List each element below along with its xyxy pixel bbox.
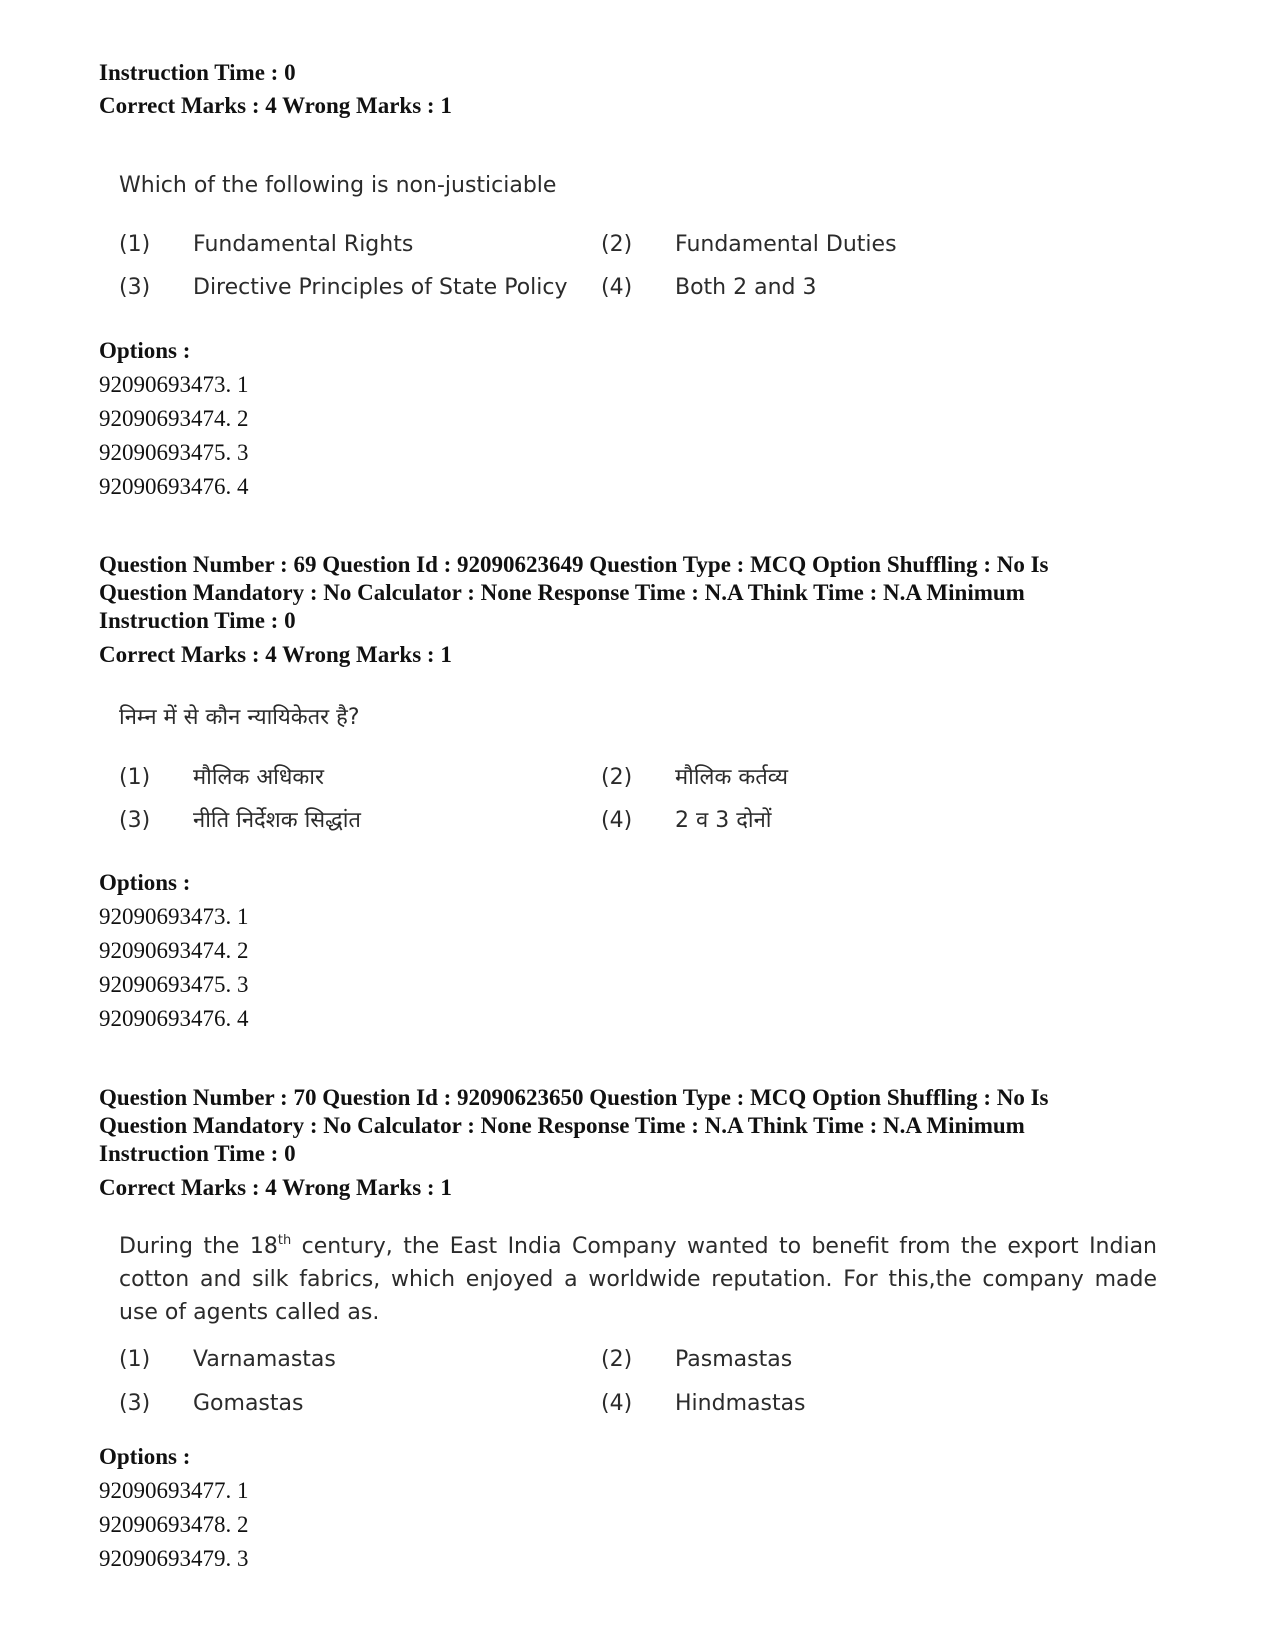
choice-number: (4)	[601, 275, 633, 300]
choice-number: (1)	[119, 765, 151, 790]
question-header-line: Question Number : 69 Question Id : 92090623649 Question Type : MCQ Option Shuffling : No Is	[99, 552, 1049, 577]
choice-text: Hindmastas	[675, 1391, 806, 1416]
instruction-time: Instruction Time : 0	[99, 1141, 296, 1166]
question-header-line: Question Mandatory : No Calculator : None Response Time : N.A Think Time : N.A Minimum	[99, 1113, 1025, 1138]
choice-text: Both 2 and 3	[675, 275, 817, 300]
choice-text: मौलिक कर्तव्य	[675, 765, 789, 790]
marks-info: Correct Marks : 4 Wrong Marks : 1	[99, 642, 452, 667]
ordinal-suffix: th	[277, 1233, 292, 1248]
choice-number: (2)	[601, 765, 633, 790]
choice-text: Pasmastas	[675, 1347, 793, 1372]
instruction-time: Instruction Time : 0	[99, 60, 296, 85]
option-line: 92090693475. 3	[99, 972, 249, 997]
choice-number: (1)	[119, 232, 151, 257]
choice-number: (4)	[601, 1391, 633, 1416]
option-line: 92090693476. 4	[99, 474, 249, 499]
choice-text: 2 व 3 दोनों	[675, 808, 772, 833]
marks-info: Correct Marks : 4 Wrong Marks : 1	[99, 1175, 452, 1200]
choice-text: Fundamental Duties	[675, 232, 897, 257]
question-text	[119, 1224, 1157, 1329]
option-line: 92090693473. 1	[99, 372, 249, 397]
option-line: 92090693478. 2	[99, 1512, 249, 1537]
options-label: Options :	[99, 1444, 191, 1469]
choice-number: (3)	[119, 808, 151, 833]
options-label: Options :	[99, 338, 191, 363]
marks-info: Correct Marks : 4 Wrong Marks : 1	[99, 93, 452, 118]
question-text: Which of the following is non-justiciable	[119, 173, 557, 198]
option-line: 92090693473. 1	[99, 904, 249, 929]
choice-text: Varnamastas	[193, 1347, 336, 1372]
question-text-start: During the 18	[119, 1234, 278, 1259]
choice-text: नीति निर्देशक सिद्धांत	[193, 808, 361, 833]
choice-number: (2)	[601, 1347, 633, 1372]
choice-number: (4)	[601, 808, 633, 833]
question-header-line: Question Number : 70 Question Id : 92090623650 Question Type : MCQ Option Shuffling : No Is	[99, 1085, 1049, 1110]
choice-text: मौलिक अधिकार	[193, 765, 324, 790]
choice-number: (3)	[119, 1391, 151, 1416]
question-text-rest: century, the East India Company wanted to benefit from the export Indian cotton and silk fabrics, which enjoyed a worldwide reputation. For this,the company made use of agents called as.	[119, 1234, 1158, 1325]
choice-text: Directive Principles of State Policy	[193, 275, 568, 300]
option-line: 92090693474. 2	[99, 938, 249, 963]
question-text: निम्न में से कौन न्यायिकेतर है?	[119, 705, 360, 730]
option-line: 92090693475. 3	[99, 440, 249, 465]
choice-number: (1)	[119, 1347, 151, 1372]
choice-text: Gomastas	[193, 1391, 304, 1416]
option-line: 92090693477. 1	[99, 1478, 249, 1503]
option-line: 92090693479. 3	[99, 1546, 249, 1571]
options-label: Options :	[99, 870, 191, 895]
option-line: 92090693474. 2	[99, 406, 249, 431]
question-header-line: Question Mandatory : No Calculator : None Response Time : N.A Think Time : N.A Minimum	[99, 580, 1025, 605]
choice-number: (2)	[601, 232, 633, 257]
choice-text: Fundamental Rights	[193, 232, 414, 257]
option-line: 92090693476. 4	[99, 1006, 249, 1031]
choice-number: (3)	[119, 275, 151, 300]
instruction-time: Instruction Time : 0	[99, 608, 296, 633]
